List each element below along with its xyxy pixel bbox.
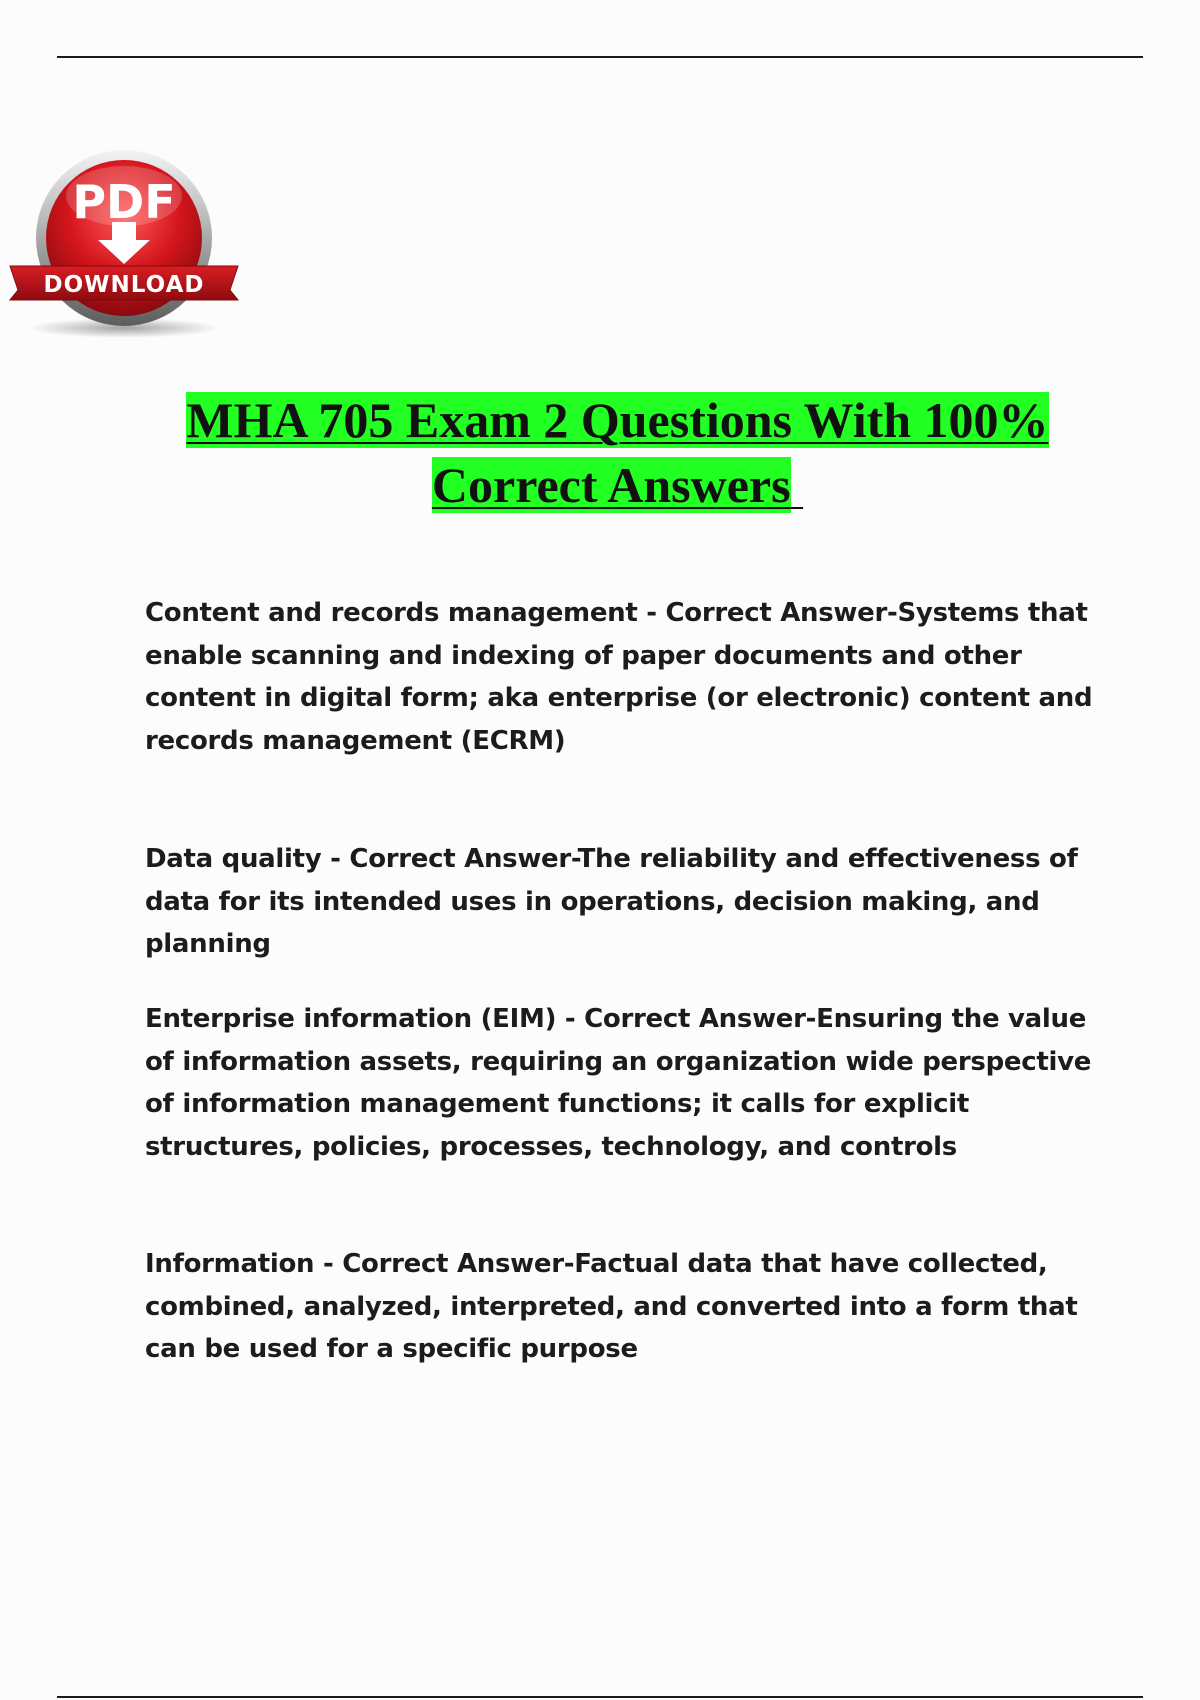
entry-information: Information - Correct Answer-Factual data that have collected, combined, analyzed, interpreted, and converted into a form that can be used for a specific purpose [145, 1249, 1078, 1364]
entry-data-quality: Data quality - Correct Answer-The reliability and effectiveness of data for its intended uses in operations, decision making, and planning [145, 844, 1078, 959]
bottom-rule [57, 1696, 1143, 1698]
entry-content-records-management: Content and records management - Correct Answer-Systems that enable scanning and indexing of paper documents and other content in digital form; aka enterprise (or electronic) content and records management (ECRM) [145, 598, 1093, 756]
pdf-download-icon [8, 150, 240, 340]
title-line-2: Correct Answers [431, 457, 791, 513]
pdf-label: PDF [72, 175, 176, 229]
top-rule [57, 56, 1143, 58]
pdf-download-badge[interactable] [8, 150, 240, 340]
page-title [80, 388, 1155, 518]
title-line-1: MHA 705 Exam 2 Questions With 100% [186, 392, 1049, 448]
entry-enterprise-information: Enterprise information (EIM) - Correct Answer-Ensuring the value of information assets, requiring an organization wide perspective of information management functions; it calls for explicit structures, policies, processes, technology, and controls [145, 1004, 1092, 1162]
download-label: DOWNLOAD [43, 272, 205, 298]
